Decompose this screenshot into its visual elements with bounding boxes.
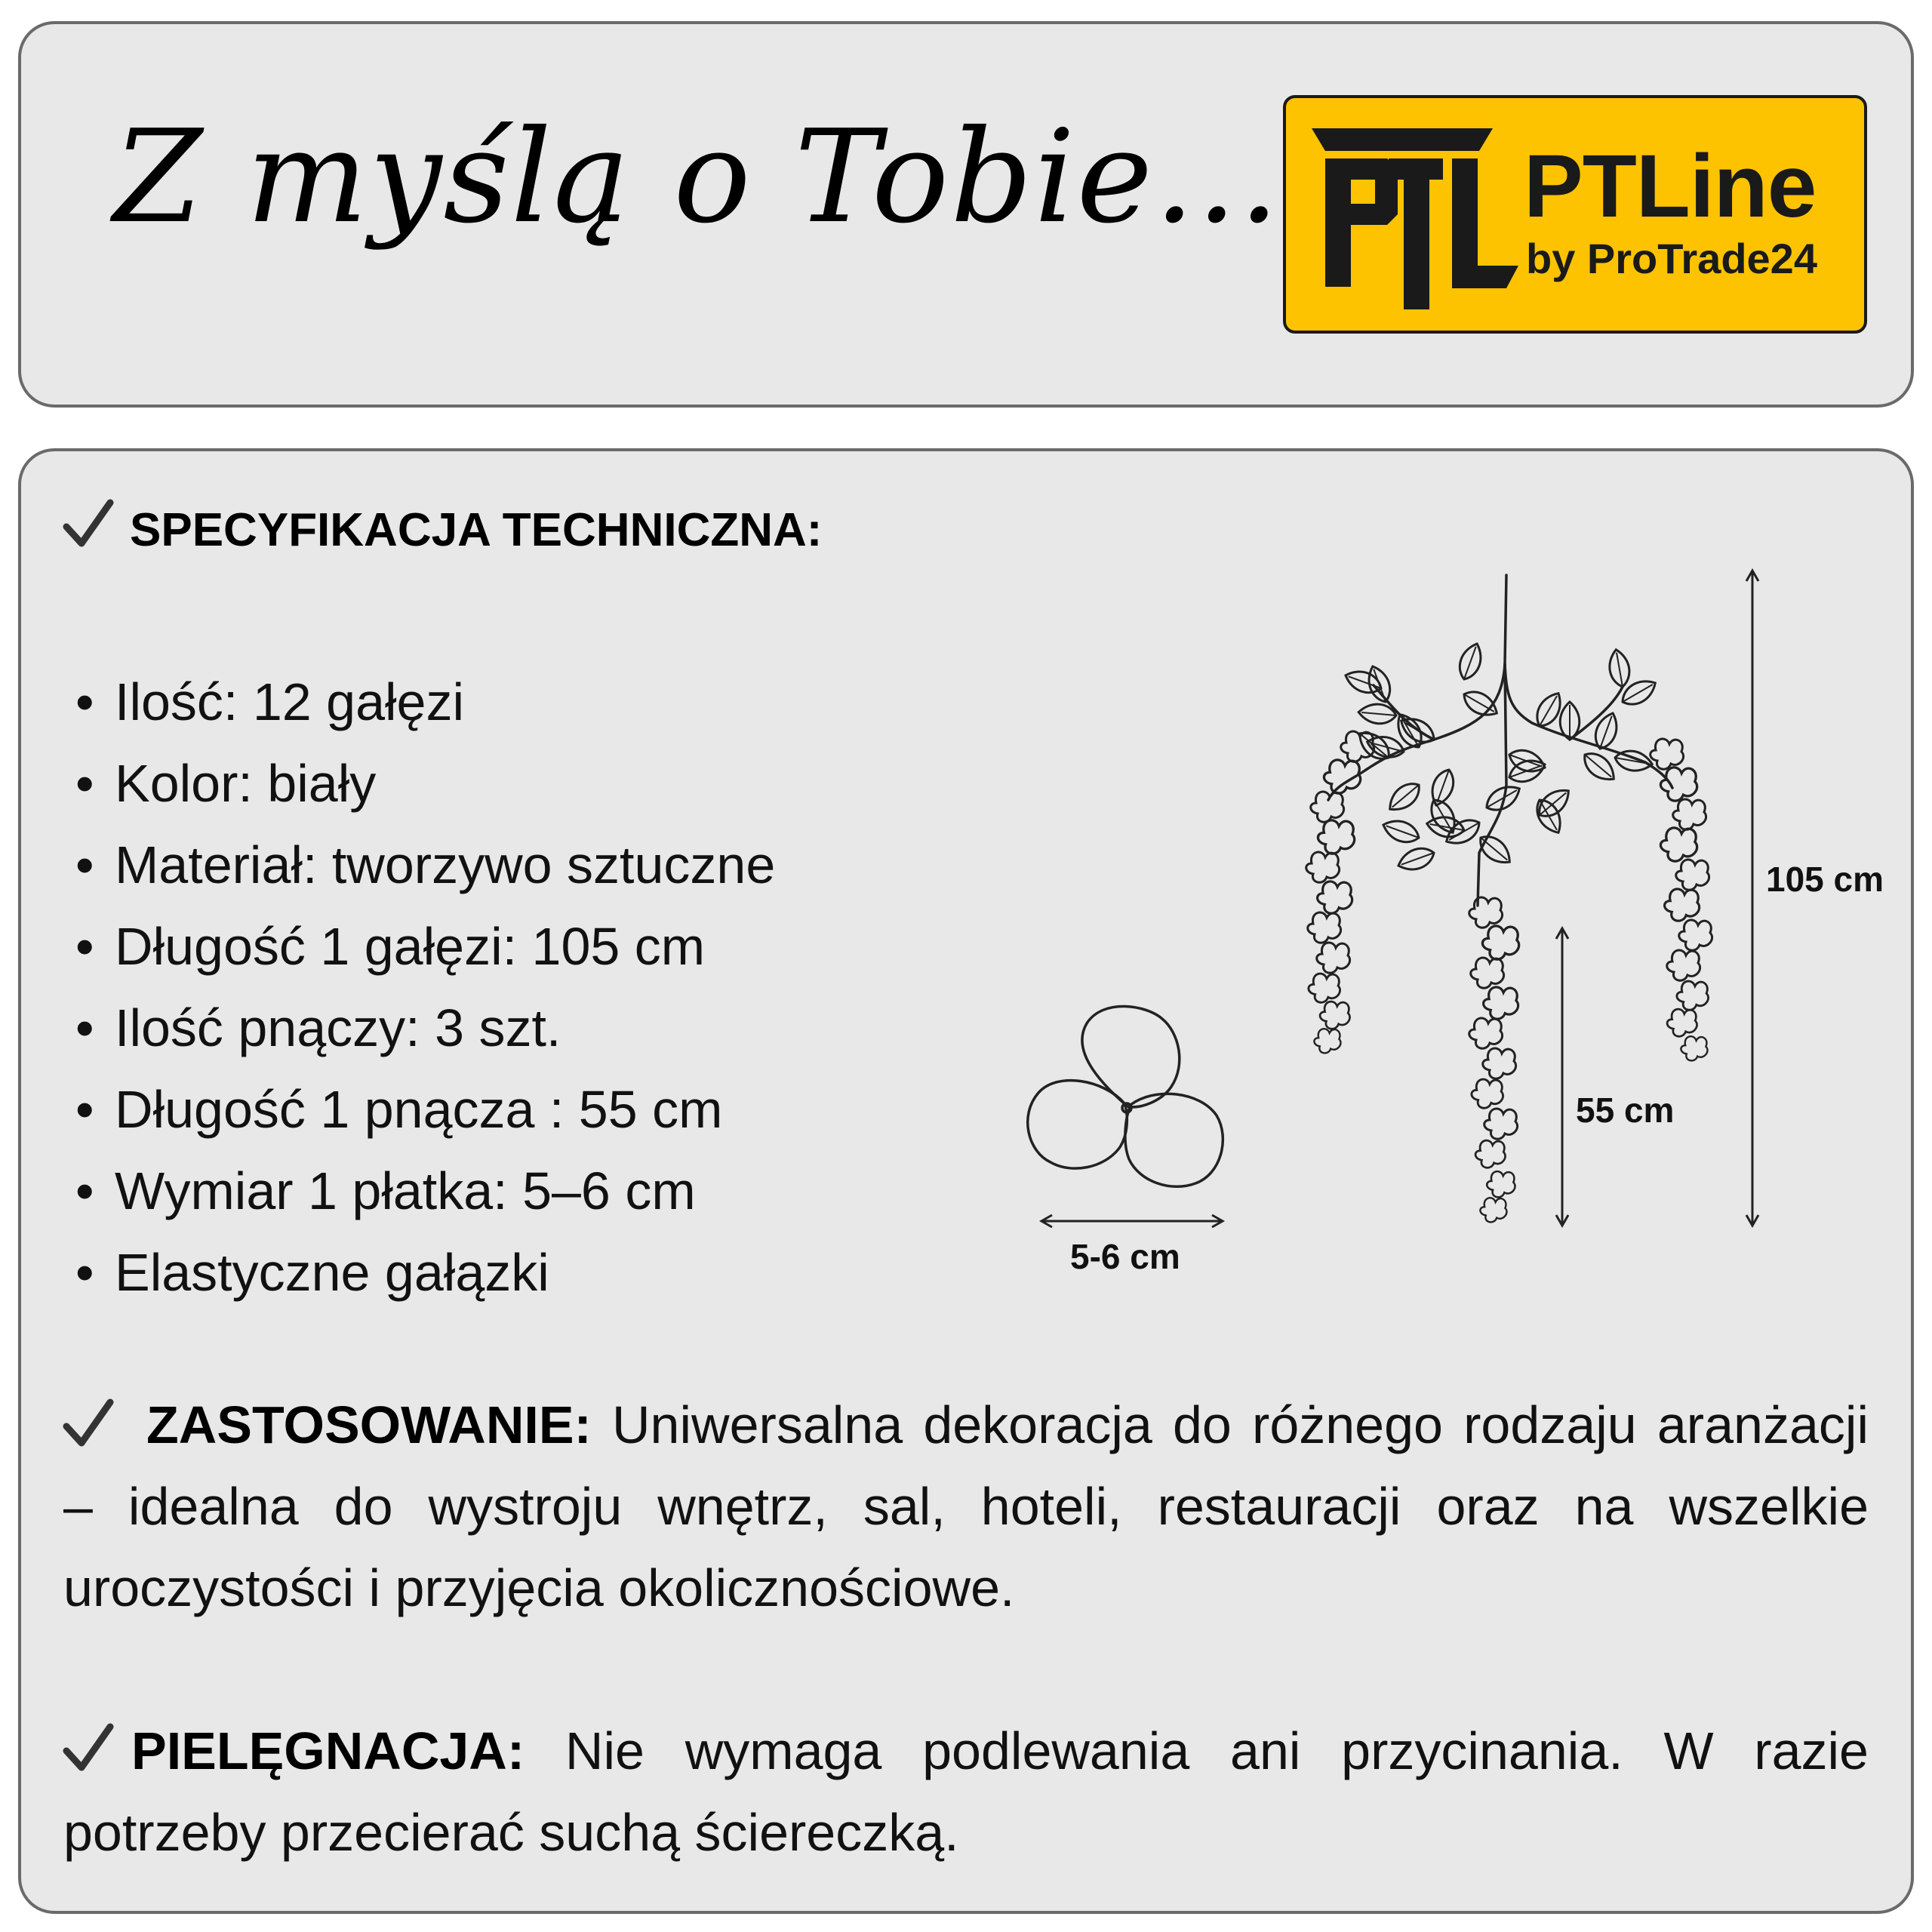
petal-width-label: 5-6 cm xyxy=(1070,1237,1180,1276)
spec-heading: SPECYFIKACJA TECHNICZNA: xyxy=(130,504,823,556)
branch-length-arrow xyxy=(1746,571,1758,1226)
branch-leaves xyxy=(1343,641,1660,875)
care-paragraph xyxy=(63,1710,1869,1873)
list-item: • Ilość pnączy: 3 szt. xyxy=(75,998,561,1057)
list-item: • Materiał: tworzywo sztuczne xyxy=(75,835,776,894)
branch-illustration xyxy=(1328,575,1672,906)
usage-paragraph xyxy=(63,1384,1869,1629)
list-item: • Wymiar 1 płatka: 5–6 cm xyxy=(75,1161,696,1220)
list-item: • Ilość: 12 gałęzi xyxy=(75,672,465,731)
care-text: Nie wymaga podlewania ani przycinania. W razie potrzeby przecierać suchą ściereczką. xyxy=(63,1721,1869,1862)
list-item: • Długość 1 pnącza : 55 cm xyxy=(75,1080,723,1139)
usage-label: ZASTOSOWANIE: xyxy=(146,1395,592,1454)
slogan: Z myślą o Tobie... xyxy=(113,103,1281,252)
list-item: • Długość 1 gałęzi: 105 cm xyxy=(75,917,706,976)
list-item: • Elastyczne gałązki xyxy=(75,1243,549,1302)
petal-illustration xyxy=(1028,1006,1223,1186)
vine-length-label: 55 cm xyxy=(1576,1091,1675,1130)
petal-width-arrow xyxy=(1041,1215,1223,1227)
care-label: PIELĘGNACJA: xyxy=(131,1721,525,1780)
brand-tagline: by ProTrade24 xyxy=(1526,235,1817,282)
vine-length-arrow xyxy=(1556,928,1568,1226)
list-item: • Kolor: biały xyxy=(75,754,377,813)
branch-length-label: 105 cm xyxy=(1766,860,1884,899)
brand-name: PTLine xyxy=(1524,137,1817,236)
usage-text: Uniwersalna dekoracja do różnego rodzaju aranżacji – idealna do wystroju wnętrz, sal, hoteli, restauracji oraz na wszelkie uroczystości i przyjęcia okolicznościowe. xyxy=(63,1395,1869,1617)
